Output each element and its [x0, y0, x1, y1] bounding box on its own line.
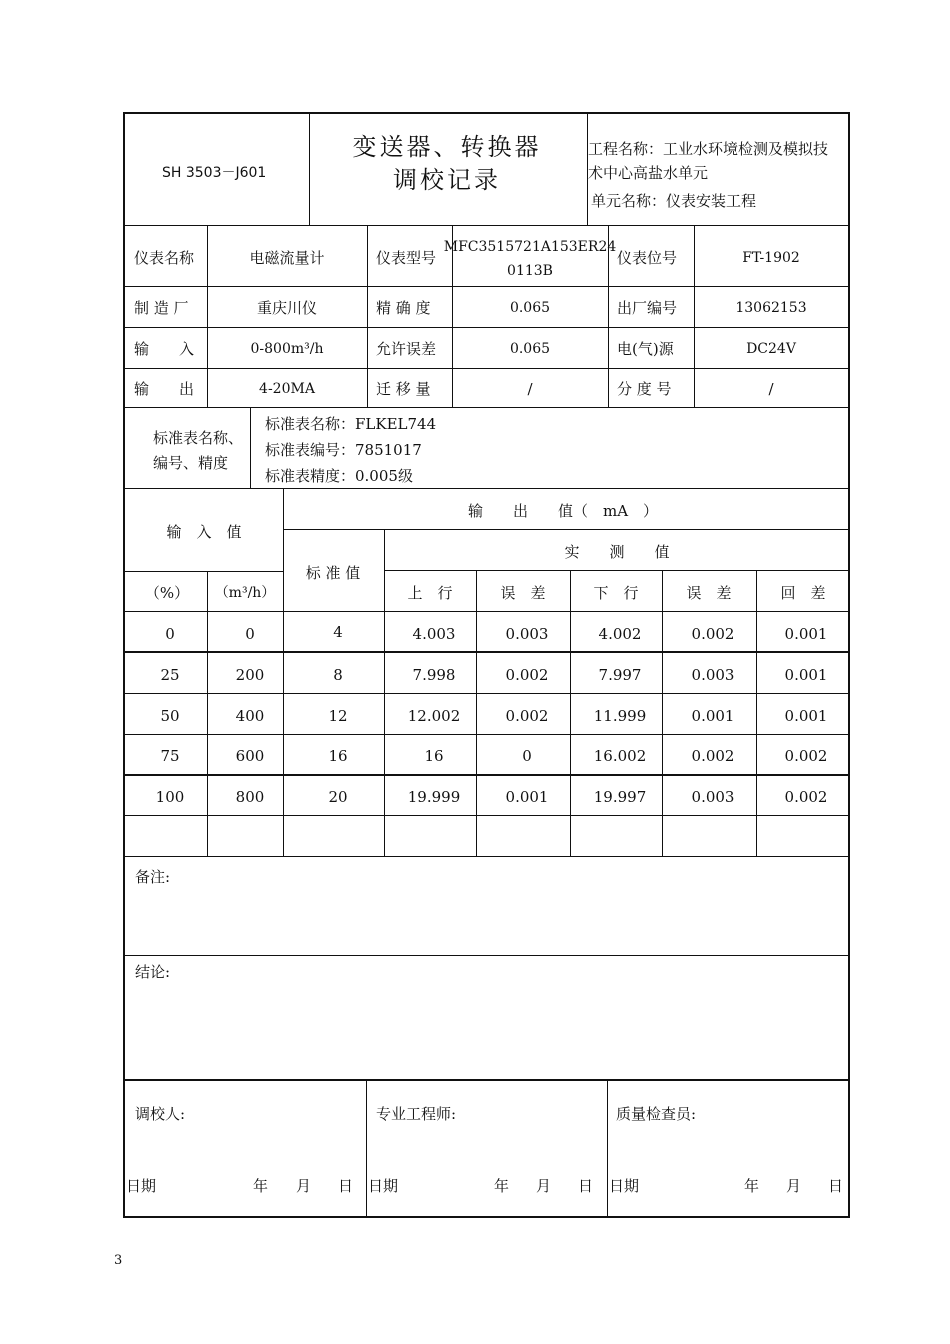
- table-cell: 0.002: [691, 747, 735, 765]
- table-cell: 0.002: [691, 625, 735, 643]
- form-title-line2: 调校记录: [393, 166, 501, 194]
- rule: [283, 529, 850, 530]
- label-input: 输 入: [134, 340, 195, 358]
- label-allowed-error: 允许误差: [376, 340, 437, 358]
- table-cell: 0: [522, 747, 532, 765]
- table-cell: 400: [235, 707, 265, 725]
- inspector-label: 质量检查员:: [616, 1105, 697, 1123]
- label-migration: 迁 移 量: [376, 380, 431, 398]
- table-cell: 19.997: [593, 788, 647, 806]
- table-cell: 16: [328, 747, 348, 765]
- standard-name: 标准表名称：FLKEL744: [265, 415, 437, 433]
- label-accuracy: 精 确 度: [376, 299, 431, 317]
- remarks-label: 备注:: [135, 868, 171, 886]
- table-cell: 11.999: [593, 707, 647, 725]
- value-instrument-tag: FT-1902: [742, 250, 800, 266]
- table-cell: 0.001: [784, 666, 828, 684]
- table-cell: 100: [155, 788, 185, 806]
- table-cell: 19.999: [407, 788, 461, 806]
- page-number: 3: [114, 1253, 123, 1268]
- table-cell: 0.003: [691, 788, 735, 806]
- label-serial-number: 出厂编号: [617, 299, 678, 317]
- standard-precision: 标准表精度：0.005级: [265, 467, 413, 485]
- table-cell: 0: [165, 625, 175, 643]
- standard-label-line1: 标准表名称、: [153, 429, 244, 447]
- rule: [366, 1079, 367, 1218]
- date-day: 日: [828, 1177, 844, 1195]
- date-label: 日期: [368, 1177, 399, 1195]
- date-month: 月: [786, 1177, 802, 1195]
- rule: [570, 570, 571, 856]
- rule: [123, 286, 850, 287]
- rule: [250, 407, 251, 489]
- label-instrument-tag: 仪表位号: [617, 249, 678, 267]
- table-cell: 4.002: [598, 625, 642, 643]
- label-graduation: 分 度 号: [617, 380, 672, 398]
- table-cell: 0.003: [505, 625, 549, 643]
- header-output-value: 输 出 值（ mA ）: [467, 502, 659, 520]
- table-cell: 8: [333, 666, 343, 684]
- table-cell: 0.001: [505, 788, 549, 806]
- value-allowed-error: 0.065: [509, 341, 551, 357]
- standard-number: 标准表编号：7851017: [265, 441, 422, 459]
- date-day: 日: [578, 1177, 594, 1195]
- table-cell: 800: [235, 788, 265, 806]
- rule: [123, 225, 850, 226]
- value-manufacturer: 重庆川仪: [256, 299, 318, 317]
- value-graduation: /: [768, 380, 774, 398]
- table-cell: 25: [160, 666, 180, 684]
- header-upward: 上 行: [407, 584, 453, 602]
- value-power-source: DC24V: [746, 341, 796, 357]
- header-flow-unit: （m³/h）: [214, 585, 276, 601]
- value-serial-number: 13062153: [735, 300, 807, 316]
- project-name-line1: 工程名称：工业水环境检测及模拟技: [588, 140, 829, 158]
- value-instrument-name: 电磁流量计: [249, 249, 325, 267]
- standard-code: SH 3503－J601: [162, 165, 267, 181]
- table-cell: 12.002: [407, 707, 461, 725]
- date-year: 年: [744, 1177, 760, 1195]
- table-cell: 0.002: [505, 707, 549, 725]
- rule: [756, 570, 757, 856]
- table-cell: 0.002: [784, 788, 828, 806]
- table-cell: 50: [160, 707, 180, 725]
- date-month: 月: [536, 1177, 552, 1195]
- calibrator-label: 调校人:: [135, 1105, 186, 1123]
- rule: [207, 225, 208, 408]
- date-label: 日期: [609, 1177, 640, 1195]
- header-hysteresis: 回 差: [780, 584, 826, 602]
- rule: [207, 571, 208, 856]
- header-error-up: 误 差: [500, 584, 546, 602]
- rule: [607, 1079, 608, 1218]
- rule: [123, 955, 850, 956]
- header-standard-value: 标 准 值: [305, 564, 361, 582]
- table-cell: 7.998: [412, 666, 456, 684]
- table-cell: 20: [328, 788, 348, 806]
- rule: [694, 225, 695, 408]
- header-measured: 实 测 值: [564, 543, 670, 561]
- date-day: 日: [338, 1177, 354, 1195]
- header-downward: 下 行: [593, 584, 639, 602]
- table-cell: 0.001: [691, 707, 735, 725]
- value-instrument-model-line2: 0113B: [507, 263, 553, 279]
- table-cell: 0.001: [784, 707, 828, 725]
- table-cell: 0.002: [784, 747, 828, 765]
- header-input-value: 输 入 值: [166, 523, 242, 541]
- rule: [123, 815, 850, 816]
- table-cell: 600: [235, 747, 265, 765]
- rule: [384, 529, 385, 856]
- table-cell: 0.001: [784, 625, 828, 643]
- form-frame: [123, 112, 850, 1218]
- rule: [123, 1079, 850, 1081]
- rule: [662, 570, 663, 856]
- rule: [476, 570, 477, 856]
- rule: [123, 488, 850, 489]
- rule: [123, 327, 850, 328]
- date-year: 年: [253, 1177, 269, 1195]
- rule: [123, 571, 284, 572]
- rule: [367, 225, 368, 408]
- rule: [283, 488, 284, 856]
- label-manufacturer: 制 造 厂: [134, 299, 189, 317]
- rule: [123, 368, 850, 369]
- table-cell: 4: [333, 623, 343, 641]
- project-name-line2: 术中心高盐水单元: [588, 164, 709, 182]
- engineer-label: 专业工程师:: [376, 1105, 457, 1123]
- table-cell: 0: [245, 625, 255, 643]
- standard-label-line2: 编号、精度: [153, 454, 229, 472]
- value-input: 0-800m³/h: [250, 341, 324, 357]
- label-instrument-name: 仪表名称: [134, 249, 195, 267]
- form-title-line1: 变送器、转换器: [352, 133, 542, 161]
- rule: [123, 693, 850, 694]
- table-cell: 12: [328, 707, 348, 725]
- value-instrument-model-line1: MFC3515721A153ER24: [443, 239, 617, 255]
- table-cell: 0.002: [505, 666, 549, 684]
- value-output: 4-20MA: [259, 381, 315, 397]
- value-migration: /: [527, 380, 533, 398]
- table-cell: 7.997: [598, 666, 642, 684]
- header-error-down: 误 差: [686, 584, 732, 602]
- label-instrument-model: 仪表型号: [376, 249, 437, 267]
- table-cell: 16.002: [593, 747, 647, 765]
- rule: [123, 611, 850, 612]
- rule: [123, 856, 850, 857]
- rule: [309, 112, 310, 226]
- table-cell: 200: [235, 666, 265, 684]
- label-power-source: 电(气)源: [617, 340, 674, 358]
- value-accuracy: 0.065: [509, 300, 551, 316]
- rule: [384, 570, 850, 571]
- date-label: 日期: [126, 1177, 157, 1195]
- rule: [123, 774, 850, 776]
- table-cell: 16: [424, 747, 444, 765]
- unit-name: 单元名称：仪表安装工程: [591, 192, 757, 210]
- header-percent: （%）: [144, 584, 190, 602]
- rule: [123, 651, 850, 653]
- label-output: 输 出: [134, 380, 195, 398]
- table-cell: 75: [160, 747, 180, 765]
- conclusion-label: 结论:: [135, 963, 171, 981]
- table-cell: 4.003: [412, 625, 456, 643]
- rule: [123, 734, 850, 735]
- rule: [123, 407, 850, 408]
- date-year: 年: [494, 1177, 510, 1195]
- date-month: 月: [296, 1177, 312, 1195]
- table-cell: 0.003: [691, 666, 735, 684]
